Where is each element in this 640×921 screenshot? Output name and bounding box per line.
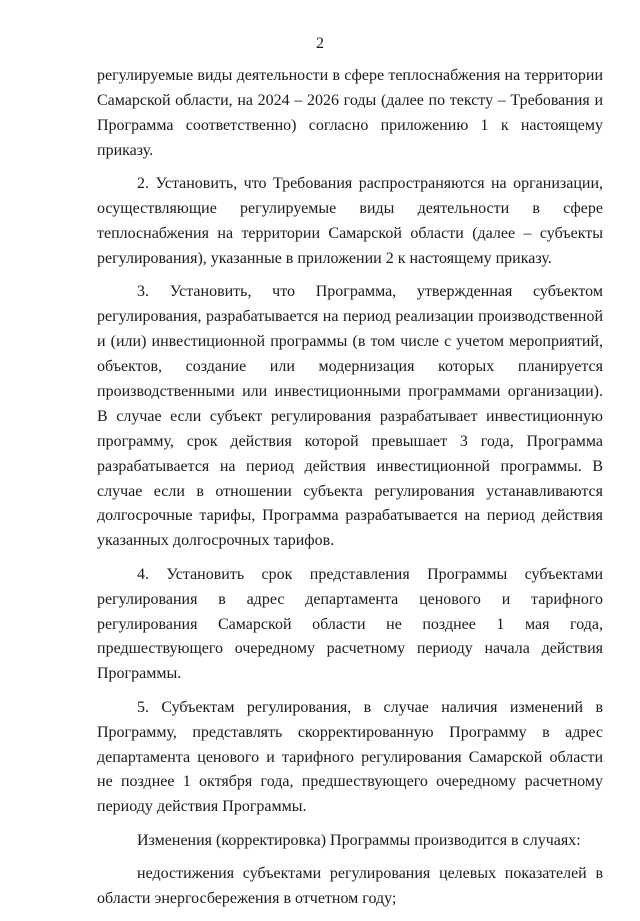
paragraph-item-5: 5. Субъектам регулирования, в случае наличия изменений в Программу, представлять скорректированную Программу в адрес департамента ценового и тарифного регулирования Самарской области не позднее 1 октября года, предшествующего очередному расчетному периоду действия Программы. xyxy=(97,698,603,816)
paragraph-item-2: 2. Установить, что Требования распространяются на организации, осуществляющие регулируемые виды деятельности в сфере теплоснабжения на территории Самарской области (далее – субъекты регулирования), указанные в приложении 2 к настоящему приказу. xyxy=(97,175,603,267)
page-number: 2 xyxy=(316,35,324,52)
document-body xyxy=(97,64,603,921)
paragraph-item-3: 3. Установить, что Программа, утвержденная субъектом регулирования, разрабатывается на период реализации производственной и (или) инвестиционной программы (в том числе с учетом мероприятий, объектов, создание или модернизация которых планируется производственными или инвестиционными программами организации). В случае если субъект регулирования разрабатывает инвестиционную программу, срок действия которой превышает 3 года, Программа разрабатывается на период действия инвестиционной программы. В случае если в отношении субъекта регулирования устанавливаются долгосрочные тарифы, Программа разрабатывается на период действия указанных долгосрочных тарифов. xyxy=(97,283,603,550)
paragraph-changes-intro: Изменения (корректировка) Программы производится в случаях: xyxy=(137,831,581,849)
paragraph-item-4: 4. Установить срок представления Программы субъектами регулирования в адрес департамента ценового и тарифного регулирования Самарской области не позднее 1 мая года, предшествующего очередному расчетному периоду начала действия Программы. xyxy=(97,565,603,683)
paragraph-changes-case-1: недостижения субъектами регулирования целевых показателей в области энергосбережения в отчетном году; xyxy=(97,865,603,908)
paragraph-continuation: регулируемые виды деятельности в сфере теплоснабжения на территории Самарской области, на 2024 – 2026 годы (далее по тексту – Требования и Программа соответственно) согласно приложению 1 к настоящему приказу. xyxy=(97,67,603,159)
